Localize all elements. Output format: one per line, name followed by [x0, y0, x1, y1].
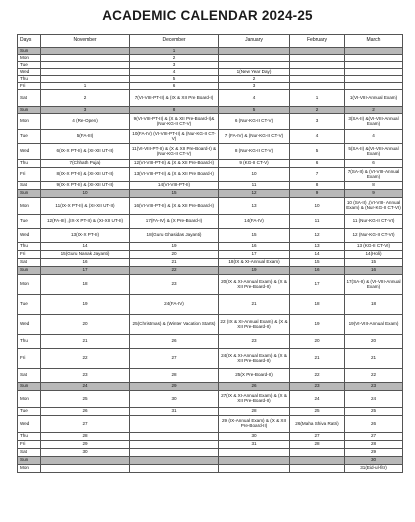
february-cell: 7	[290, 168, 345, 182]
table-row	[18, 408, 403, 416]
february-cell: 23	[290, 383, 345, 391]
december-cell: 10(FA-IV) (VI-VIII-PT-II) & (Nur-KG-II CT-V)	[130, 130, 219, 144]
table-row	[18, 383, 403, 391]
december-cell	[130, 433, 219, 441]
march-cell: 6	[345, 160, 403, 168]
november-cell: 8(IX-X PT-II) & (XI-XII UT-II)	[41, 168, 130, 182]
february-cell: 9	[290, 190, 345, 198]
december-cell: 22	[130, 267, 219, 275]
table-row	[18, 243, 403, 251]
day-cell: Mon	[18, 465, 41, 473]
march-cell: 28	[345, 441, 403, 449]
february-cell: 26(Maha Shiva Ratri)	[290, 416, 345, 433]
day-cell: Tue	[18, 295, 41, 315]
day-cell: Fri	[18, 441, 41, 449]
day-cell: Mon	[18, 391, 41, 408]
february-cell: 8	[290, 182, 345, 190]
january-cell: 7 (FA-IV) & (Nur-KG-II CT-V)	[219, 130, 290, 144]
table-row	[18, 182, 403, 190]
november-cell	[41, 62, 130, 69]
february-cell: 20	[290, 335, 345, 349]
day-cell: Thu	[18, 335, 41, 349]
january-cell: 2	[219, 76, 290, 83]
january-cell: 8 (Nur-KG-II CT-V)	[219, 144, 290, 160]
january-cell: 16	[219, 243, 290, 251]
day-cell: Thu	[18, 76, 41, 83]
december-cell: 2	[130, 55, 219, 62]
day-cell: Fri	[18, 349, 41, 369]
table-row	[18, 349, 403, 369]
december-cell: 12(VI-VIII-PT-II) & (X & XII Pre-Board-I)	[130, 160, 219, 168]
header-days: Days	[18, 35, 41, 48]
february-cell	[290, 62, 345, 69]
day-cell: Fri	[18, 83, 41, 90]
calendar-table	[17, 34, 403, 473]
table-row	[18, 315, 403, 335]
january-cell: 30	[219, 433, 290, 441]
february-cell: 28	[290, 441, 345, 449]
january-cell: 1(New Year Day)	[219, 69, 290, 76]
day-cell: Sun	[18, 267, 41, 275]
day-cell: Wed	[18, 416, 41, 433]
february-cell	[290, 55, 345, 62]
february-cell: 1	[290, 90, 345, 107]
day-cell: Sat	[18, 90, 41, 107]
march-cell: 4	[345, 130, 403, 144]
january-cell: 9 (KG-II CT-V)	[219, 160, 290, 168]
february-cell: 27	[290, 433, 345, 441]
table-row	[18, 335, 403, 349]
march-cell: 3(SA-II) &(VI-VIII-Annual Exam)	[345, 114, 403, 130]
table-row	[18, 114, 403, 130]
day-cell: Sun	[18, 190, 41, 198]
december-cell: 24(FA-IV)	[130, 295, 219, 315]
march-cell	[345, 48, 403, 55]
january-cell: 25(X Pre-Board-II)	[219, 369, 290, 383]
table-row	[18, 369, 403, 383]
day-cell: Sun	[18, 107, 41, 114]
november-cell: 18	[41, 275, 130, 295]
table-row	[18, 275, 403, 295]
table-row	[18, 433, 403, 441]
march-cell: 9	[345, 190, 403, 198]
december-cell: 4	[130, 69, 219, 76]
table-row	[18, 416, 403, 433]
february-cell	[290, 449, 345, 457]
march-cell: 21	[345, 349, 403, 369]
november-cell: 9(IX-X PT-II) & (XI-XII UT-II)	[41, 182, 130, 190]
november-cell: 3	[41, 107, 130, 114]
december-cell: 28	[130, 369, 219, 383]
november-cell	[41, 465, 130, 473]
february-cell: 21	[290, 349, 345, 369]
table-row	[18, 267, 403, 275]
day-cell: Wed	[18, 229, 41, 243]
january-cell	[219, 48, 290, 55]
day-cell: Thu	[18, 160, 41, 168]
january-cell: 21	[219, 295, 290, 315]
december-cell: 30	[130, 391, 219, 408]
february-cell: 3	[290, 114, 345, 130]
march-cell	[345, 55, 403, 62]
march-cell: 16	[345, 267, 403, 275]
table-row	[18, 76, 403, 83]
day-cell: Wed	[18, 144, 41, 160]
december-cell	[130, 416, 219, 433]
november-cell: 5(FA-III)	[41, 130, 130, 144]
table-row	[18, 391, 403, 408]
december-cell: 15	[130, 190, 219, 198]
november-cell: 10	[41, 190, 130, 198]
november-cell: 23	[41, 369, 130, 383]
january-cell	[219, 449, 290, 457]
december-cell: 14(VI-VIII-PT-II)	[130, 182, 219, 190]
header-january: January	[219, 35, 290, 48]
february-cell: 17	[290, 275, 345, 295]
november-cell: 4 (Re-Open)	[41, 114, 130, 130]
table-row	[18, 457, 403, 465]
march-cell: 23	[345, 383, 403, 391]
day-cell: Tue	[18, 215, 41, 229]
february-cell: 12	[290, 229, 345, 243]
february-cell: 13	[290, 243, 345, 251]
day-cell: Sun	[18, 383, 41, 391]
january-cell	[219, 62, 290, 69]
march-cell: 17(SA-II) & (VI-VIII-Annual Exam)	[345, 275, 403, 295]
december-cell: 21	[130, 259, 219, 267]
table-row	[18, 160, 403, 168]
table-row	[18, 215, 403, 229]
header-march: March	[345, 35, 403, 48]
february-cell: 25	[290, 408, 345, 416]
december-cell: 13(VI-VIII-PT-II) & (X & XII Pre Board-I)	[130, 168, 219, 182]
march-cell: 15	[345, 259, 403, 267]
march-cell: 12 (Nur-KG-II CT-VI)	[345, 229, 403, 243]
march-cell: 29	[345, 449, 403, 457]
day-cell: Sat	[18, 182, 41, 190]
january-cell: 26	[219, 383, 290, 391]
january-cell: 12	[219, 190, 290, 198]
november-cell: 20	[41, 315, 130, 335]
december-cell	[130, 457, 219, 465]
february-cell: 11	[290, 215, 345, 229]
january-cell: 31	[219, 441, 290, 449]
march-cell: 19(VI-VIII-Annual Exam)	[345, 315, 403, 335]
november-cell: 13(IX-X PT-II)	[41, 229, 130, 243]
table-row	[18, 107, 403, 114]
december-cell: 31	[130, 408, 219, 416]
december-cell: 17(FA-IV) & (X Pre-Board-I)	[130, 215, 219, 229]
february-cell	[290, 69, 345, 76]
table-row	[18, 90, 403, 107]
december-cell: 18(Guru Ghasidas Jayanti)	[130, 229, 219, 243]
november-cell: 28	[41, 433, 130, 441]
day-cell: Wed	[18, 315, 41, 335]
december-cell: 19	[130, 243, 219, 251]
table-row	[18, 62, 403, 69]
december-cell: 25(Christmas) & (Winter Vacation Starts)	[130, 315, 219, 335]
november-cell: 14	[41, 243, 130, 251]
january-cell: 4	[219, 90, 290, 107]
day-cell: Fri	[18, 251, 41, 259]
november-cell: 1	[41, 83, 130, 90]
january-cell: 13	[219, 198, 290, 215]
table-row	[18, 69, 403, 76]
march-cell: 13 (KG-II CT-VI)	[345, 243, 403, 251]
november-cell: 24	[41, 383, 130, 391]
december-cell	[130, 441, 219, 449]
march-cell: 10 (SA-II) ,(VI-VIII- Annual Exam) & (Nur-KG-II CT-VI)	[345, 198, 403, 215]
march-cell: 7(SA-II) & (VI-VIII-Annual Exam)	[345, 168, 403, 182]
november-cell: 2	[41, 90, 130, 107]
table-row	[18, 441, 403, 449]
table-row	[18, 465, 403, 473]
november-cell: 11(IX-X PT-II) & (XI-XII UT-II)	[41, 198, 130, 215]
november-cell: 17	[41, 267, 130, 275]
december-cell: 23	[130, 275, 219, 295]
header-row	[18, 35, 403, 48]
february-cell	[290, 76, 345, 83]
march-cell: 22	[345, 369, 403, 383]
january-cell	[219, 465, 290, 473]
day-cell: Sat	[18, 259, 41, 267]
january-cell: 11	[219, 182, 290, 190]
table-row	[18, 55, 403, 62]
november-cell: 19	[41, 295, 130, 315]
february-cell: 14	[290, 251, 345, 259]
january-cell: 19	[219, 267, 290, 275]
day-cell: Fri	[18, 168, 41, 182]
february-cell: 10	[290, 198, 345, 215]
march-cell: 25	[345, 408, 403, 416]
december-cell: 3	[130, 62, 219, 69]
february-cell: 19	[290, 315, 345, 335]
day-cell: Mon	[18, 55, 41, 62]
december-cell: 27	[130, 349, 219, 369]
november-cell: 12(FA-III) ,(IX-X PT-II) & (XI-XII UT-II)	[41, 215, 130, 229]
february-cell	[290, 48, 345, 55]
table-row	[18, 251, 403, 259]
january-cell: 5	[219, 107, 290, 114]
november-cell: 27	[41, 416, 130, 433]
january-cell: 28	[219, 408, 290, 416]
march-cell: 27	[345, 433, 403, 441]
march-cell: 18	[345, 295, 403, 315]
march-cell: 30	[345, 457, 403, 465]
january-cell: 18(IX & XI-Annual Exam)	[219, 259, 290, 267]
february-cell: 16	[290, 267, 345, 275]
november-cell	[41, 55, 130, 62]
header-november: November	[41, 35, 130, 48]
december-cell: 16(VI-VIII-PT-II) & (X & XII Pre-Board-I)	[130, 198, 219, 215]
day-cell: Wed	[18, 69, 41, 76]
march-cell: 5(SA-II) &(VI-VIII-Annual Exam)	[345, 144, 403, 160]
november-cell: 15(Guru Nanak Jayanti)	[41, 251, 130, 259]
december-cell: 9(VI-VIII-PT-II) & (X & XII Pre-Board-I)& (Nur-KG-II CT-V)	[130, 114, 219, 130]
december-cell	[130, 449, 219, 457]
february-cell	[290, 465, 345, 473]
november-cell	[41, 69, 130, 76]
march-cell: 14(Holi)	[345, 251, 403, 259]
march-cell: 24	[345, 391, 403, 408]
february-cell: 2	[290, 107, 345, 114]
january-cell: 3	[219, 83, 290, 90]
day-cell: Thu	[18, 243, 41, 251]
march-cell: 31(Eid-ul-fitr)	[345, 465, 403, 473]
march-cell: 26	[345, 416, 403, 433]
table-row	[18, 449, 403, 457]
december-cell: 8	[130, 107, 219, 114]
january-cell: 22 (IX & XI-Annual Exam) & (X & XII Pre-Board-II)	[219, 315, 290, 335]
day-cell: Sat	[18, 369, 41, 383]
december-cell: 6	[130, 83, 219, 90]
table-row	[18, 48, 403, 55]
november-cell: 16	[41, 259, 130, 267]
day-cell: Mon	[18, 114, 41, 130]
february-cell: 22	[290, 369, 345, 383]
november-cell	[41, 76, 130, 83]
february-cell: 4	[290, 130, 345, 144]
january-cell: 23	[219, 335, 290, 349]
table-row	[18, 229, 403, 243]
day-cell: Mon	[18, 275, 41, 295]
calendar-body	[18, 48, 403, 473]
december-cell: 29	[130, 383, 219, 391]
table-row	[18, 130, 403, 144]
day-cell: Sun	[18, 457, 41, 465]
page-title: ACADEMIC CALENDAR 2024-25	[102, 8, 313, 23]
february-cell: 24	[290, 391, 345, 408]
february-cell: 15	[290, 259, 345, 267]
march-cell	[345, 62, 403, 69]
january-cell	[219, 457, 290, 465]
january-cell: 29 (IX-Annual Exam) & (X & XII Pre-Board-II)	[219, 416, 290, 433]
december-cell: 26	[130, 335, 219, 349]
december-cell: 1	[130, 48, 219, 55]
day-cell: Tue	[18, 408, 41, 416]
december-cell: 7(VI-VIII-PT-II) & (IX & XII Pre Board-I)	[130, 90, 219, 107]
table-row	[18, 259, 403, 267]
december-cell: 11(VI-VIII-PT-II) & (X & XII Pre-Board-I) & (Nur-KG-II CT-V)	[130, 144, 219, 160]
january-cell: 15	[219, 229, 290, 243]
header-december: December	[130, 35, 219, 48]
march-cell: 2	[345, 107, 403, 114]
february-cell: 5	[290, 144, 345, 160]
february-cell	[290, 457, 345, 465]
december-cell: 20	[130, 251, 219, 259]
january-cell: 10	[219, 168, 290, 182]
november-cell: 29	[41, 441, 130, 449]
january-cell: 27(IX & XI-Annual Exam) & (X & XII Pre-Board-II)	[219, 391, 290, 408]
november-cell	[41, 457, 130, 465]
january-cell: 14(FA-IV)	[219, 215, 290, 229]
february-cell: 6	[290, 160, 345, 168]
day-cell: Mon	[18, 198, 41, 215]
november-cell: 30	[41, 449, 130, 457]
november-cell	[41, 48, 130, 55]
january-cell	[219, 55, 290, 62]
march-cell	[345, 69, 403, 76]
march-cell: 20	[345, 335, 403, 349]
march-cell	[345, 76, 403, 83]
table-row	[18, 295, 403, 315]
day-cell: Tue	[18, 62, 41, 69]
march-cell	[345, 83, 403, 90]
january-cell: 20(IX & XI-Annual Exam) & (X & XII Pre-Board-II)	[219, 275, 290, 295]
table-row	[18, 83, 403, 90]
november-cell: 21	[41, 335, 130, 349]
table-row	[18, 168, 403, 182]
day-cell: Sat	[18, 449, 41, 457]
table-row	[18, 198, 403, 215]
march-cell: 1(VI-VIII-Annual Exam)	[345, 90, 403, 107]
january-cell: 6 (Nur-KG-II CT-V)	[219, 114, 290, 130]
february-cell: 18	[290, 295, 345, 315]
january-cell: 24(IX & XI-Annual Exam) & (X & XII Pre-Board-II)	[219, 349, 290, 369]
march-cell: 11 (Nur-KG-II CT-VI)	[345, 215, 403, 229]
november-cell: 22	[41, 349, 130, 369]
header-february: February	[290, 35, 345, 48]
november-cell: 7(Chhath Puja)	[41, 160, 130, 168]
december-cell: 5	[130, 76, 219, 83]
table-row	[18, 190, 403, 198]
january-cell: 17	[219, 251, 290, 259]
november-cell: 26	[41, 408, 130, 416]
november-cell: 25	[41, 391, 130, 408]
day-cell: Sun	[18, 48, 41, 55]
day-cell: Thu	[18, 433, 41, 441]
march-cell: 8	[345, 182, 403, 190]
december-cell	[130, 465, 219, 473]
february-cell	[290, 83, 345, 90]
table-row	[18, 144, 403, 160]
day-cell: Tue	[18, 130, 41, 144]
november-cell: 6(IX-X PT-II) & (XI-XII UT-II)	[41, 144, 130, 160]
